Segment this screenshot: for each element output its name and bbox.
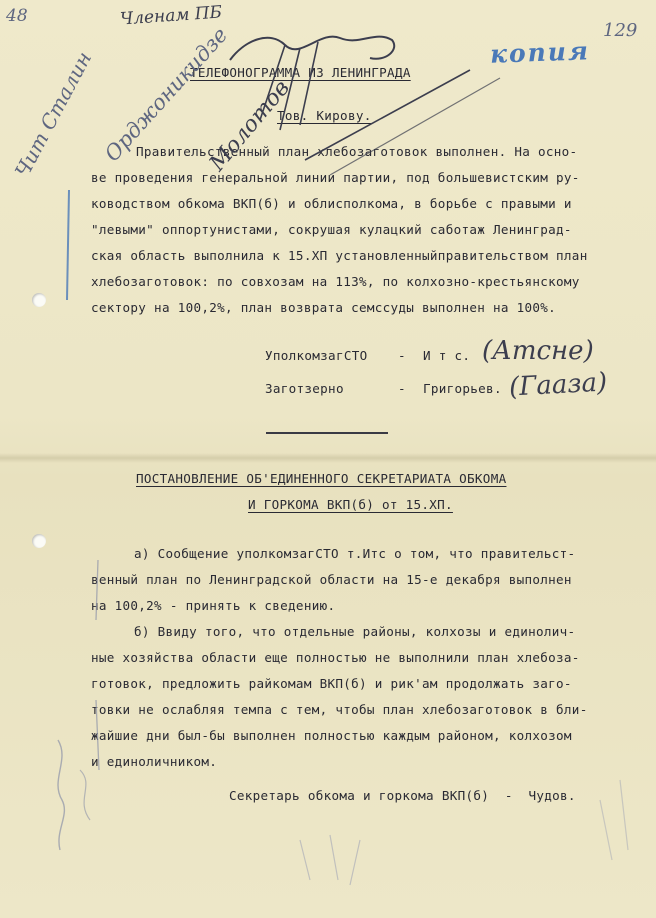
telegram-line: ве проведения генеральной линии партии, под большевистским ру- (91, 170, 580, 185)
signatory-name: И т с. (423, 348, 471, 363)
resolution-title: ПОСТАНОВЛЕНИЕ ОБ'ЕДИНЕННОГО СЕКРЕТАРИАТА ОБКОМА (136, 471, 507, 486)
signatory-org: Заготзерно (265, 381, 344, 396)
telegram-line: ская область выполнила к 15.ХП установленныйправительством план (91, 248, 588, 263)
signatory-org: УполкомзагСТО (265, 348, 368, 363)
resolution-signature: Секретарь обкома и горкома ВКП(б) - Чудов. (229, 788, 576, 803)
signatory-handwritten: (Гааза) (508, 367, 608, 403)
corner-number: 48 (6, 6, 28, 26)
telegram-line: хлебозаготовок: по совхозам на 113%, по колхозно-крестьянскому (91, 274, 580, 289)
telegram-line: "левыми" оппортунистами, сокрушая кулацкий саботаж Ленинград- (91, 222, 572, 237)
handwritten-top-label: Членам ПБ (119, 2, 223, 30)
telegram-title: ТЕЛЕФОНОГРАММА ИЗ ЛЕНИНГРАДА (190, 65, 411, 80)
resolution-title: И ГОРКОМА ВКП(б) от 15.ХП. (248, 497, 453, 512)
resolution-line: на 100,2% - принять к сведению. (91, 598, 336, 613)
telegram-line: сектору на 100,2%, план возврата семссуды выполнен на 100%. (91, 300, 557, 315)
handwritten-left-note: Чит Сталин (10, 47, 97, 182)
page-number: 129 (603, 20, 638, 41)
signatory-name: Григорьев. (423, 381, 502, 396)
resolution-line: венный план по Ленинградской области на 15-е декабря выполнен (91, 572, 572, 587)
handwritten-diagonal-note: Молотов (205, 75, 295, 177)
resolution-line: а) Сообщение уполкомзагСТО т.Итс о том, что правительст- (134, 546, 576, 561)
signatory-dash: - (398, 381, 406, 396)
addressee: Тов. Кирову. (277, 108, 372, 123)
resolution-line: и единоличником. (91, 754, 218, 769)
signatory-dash: - (398, 348, 406, 363)
resolution-line: готовок, предложить райкомам ВКП(б) и рик'ам продолжать заго- (91, 676, 572, 691)
resolution-line: товки не ослабляя темпа с тем, чтобы план хлебозаготовок в бли- (91, 702, 588, 717)
telegram-line: ководством обкома ВКП(б) и облисполкома, в борьбе с правыми и (91, 196, 572, 211)
signatory-handwritten: (Атсне) (482, 336, 594, 366)
resolution-line: б) Ввиду того, что отдельные районы, колхозы и единолич- (134, 624, 576, 639)
copy-stamp: копия (489, 36, 591, 69)
resolution-line: жайшие дни был-бы выполнен полностью каждым районом, колхозом (91, 728, 572, 743)
resolution-line: ные хозяйства области еще полностью не выполнили план хлебоза- (91, 650, 580, 665)
telegram-line: Правительственный план хлебозаготовок выполнен. На осно- (136, 144, 578, 159)
handwritten-diagonal-note: Орджоникидзе (100, 22, 233, 167)
